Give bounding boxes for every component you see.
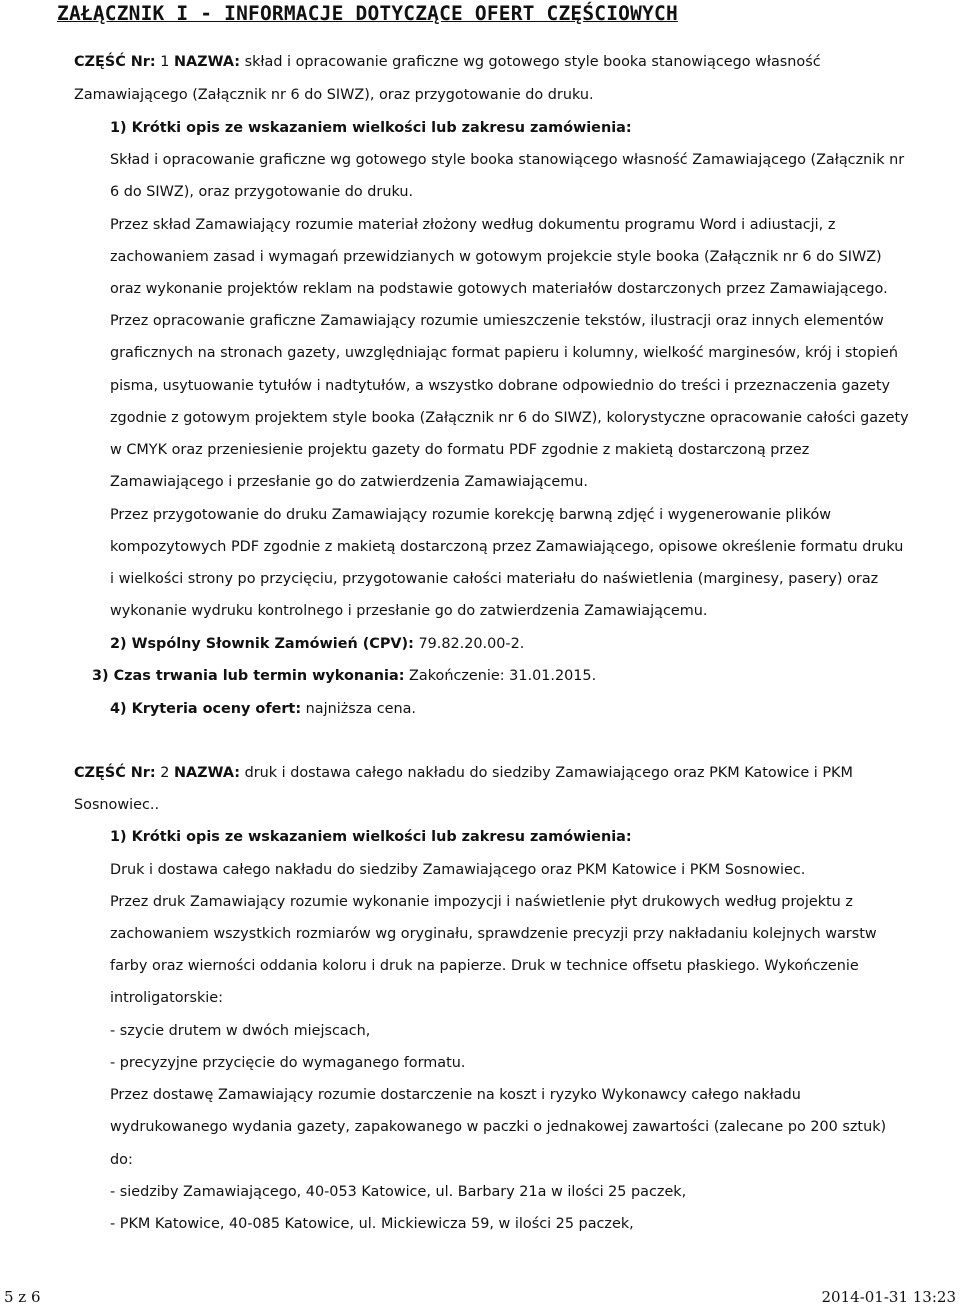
part2-heading-line2: Sosnowiec.. <box>74 797 160 813</box>
body-line: Skład i opracowanie graficzne wg gotowego style booka stanowiącego własność Zamawiającego (Załącznik nr <box>110 152 905 168</box>
time-value: Zakończenie: 31.01.2015. <box>409 668 597 684</box>
section-title: 1) Krótki opis ze wskazaniem wielkości lub zakresu zamówienia: <box>110 829 632 845</box>
body-line: Przez przygotowanie do druku Zamawiający rozumie korekcję barwną zdjęć i wygenerowanie plików <box>110 507 832 523</box>
cpv-label: 2) Wspólny Słownik Zamówień (CPV): <box>110 636 414 652</box>
part-label: CZĘŚĆ Nr: <box>74 765 156 781</box>
part1-heading-line1 <box>74 53 821 71</box>
body-line: Przez opracowanie graficzne Zamawiający rozumie umieszczenie tekstów, ilustracji oraz innych elementów <box>110 313 884 329</box>
part-number: 2 <box>160 765 170 781</box>
body-line: wydrukowanego wydania gazety, zapakowanego w paczki o jednakowej zawartości (zalecane po 200 sztuk) <box>110 1119 887 1135</box>
name-label: NAZWA: <box>173 765 240 781</box>
body-line: oraz wykonanie projektów reklam na podstawie gotowych materiałów dostarczonych przez Zamawiającego. <box>110 281 888 297</box>
body-line: Przez skład Zamawiający rozumie materiał złożony według dokumentu programu Word i adiustacji, z <box>110 217 836 233</box>
part2-heading-line1 <box>74 764 853 782</box>
criteria-label: 4) Kryteria oceny ofert: <box>110 701 302 717</box>
time-line <box>92 667 596 685</box>
print-datetime: 2014-01-31 13:23 <box>821 1288 956 1306</box>
body-line: zachowaniem wszystkich rozmiarów wg oryginału, sprawdzenie precyzji przy nakładaniu kolejnych warstw <box>110 926 877 942</box>
part1-heading-line2: Zamawiającego (Załącznik nr 6 do SIWZ), oraz przygotowanie do druku. <box>74 87 594 103</box>
body-line: - PKM Katowice, 40-085 Katowice, ul. Mickiewicza 59, w ilości 25 paczek, <box>110 1216 634 1232</box>
body-line: - siedziby Zamawiającego, 40-053 Katowice, ul. Barbary 21a w ilości 25 paczek, <box>110 1184 687 1200</box>
body-line: zgodnie z gotowym projektem style booka (Załącznik nr 6 do SIWZ), kolorystyczne opracowanie całości gazety <box>110 410 909 426</box>
section-title: 1) Krótki opis ze wskazaniem wielkości lub zakresu zamówienia: <box>110 120 632 136</box>
criteria-value: najniższa cena. <box>305 701 416 717</box>
part-name: skład i opracowanie graficzne wg gotowego style booka stanowiącego własność <box>244 54 821 70</box>
name-label: NAZWA: <box>173 54 240 70</box>
body-line: Zamawiającego i przesłanie go do zatwierdzenia Zamawiającemu. <box>110 474 588 490</box>
body-line: kompozytowych PDF zgodnie z makietą dostarczoną przez Zamawiającego, opisowe określenie formatu druku <box>110 539 904 555</box>
body-line: - precyzyjne przycięcie do wymaganego formatu. <box>110 1055 466 1071</box>
body-line: Przez druk Zamawiający rozumie wykonanie impozycji i naświetlenie płyt drukowych według projektu z <box>110 894 853 910</box>
body-line: Przez dostawę Zamawiający rozumie dostarczenie na koszt i ryzyko Wykonawcy całego nakładu <box>110 1087 801 1103</box>
body-line: Druk i dostawa całego nakładu do siedziby Zamawiającego oraz PKM Katowice i PKM Sosnowiec. <box>110 862 806 878</box>
criteria-line <box>110 700 416 718</box>
body-line: pisma, usytuowanie tytułów i nadtytułów, a wszystko dobrane odpowiednio do treści i przeznaczenia gazety <box>110 378 891 394</box>
body-line: graficznych na stronach gazety, uwzględniając format papieru i kolumny, wielkość marginesów, krój i stopień <box>110 345 898 361</box>
cpv-value: 79.82.20.00-2. <box>418 636 525 652</box>
body-line: zachowaniem zasad i wymagań przewidzianych w gotowym projekcie style booka (Załącznik nr 6 do SIWZ) <box>110 249 882 265</box>
body-line: i wielkości strony po przycięciu, przygotowanie całości materiału do naświetlenia (marginesy, pasery) oraz <box>110 571 879 587</box>
part-name: druk i dostawa całego nakładu do siedziby Zamawiającego oraz PKM Katowice i PKM <box>244 765 853 781</box>
body-line: wykonanie wydruku kontrolnego i przesłanie go do zatwierdzenia Zamawiającemu. <box>110 603 708 619</box>
part-label: CZĘŚĆ Nr: <box>74 54 156 70</box>
part-number: 1 <box>160 54 170 70</box>
cpv-line <box>110 635 524 653</box>
body-line: 6 do SIWZ), oraz przygotowanie do druku. <box>110 184 414 200</box>
page-number: 5 z 6 <box>4 1288 41 1306</box>
body-line: farby oraz wierności oddania koloru i druk na papierze. Druk w technice offsetu płaskiego. Wykończenie <box>110 958 859 974</box>
time-label: 3) Czas trwania lub termin wykonania: <box>92 668 405 684</box>
body-line: introligatorskie: <box>110 990 224 1006</box>
body-line: do: <box>110 1152 133 1168</box>
page-title: ZAŁĄCZNIK I - INFORMACJE DOTYCZĄCE OFERT CZĘŚCIOWYCH <box>57 2 678 25</box>
body-line: w CMYK oraz przeniesienie projektu gazety do formatu PDF zgodnie z makietą dostarczoną przez <box>110 442 810 458</box>
body-line: - szycie drutem w dwóch miejscach, <box>110 1023 371 1039</box>
